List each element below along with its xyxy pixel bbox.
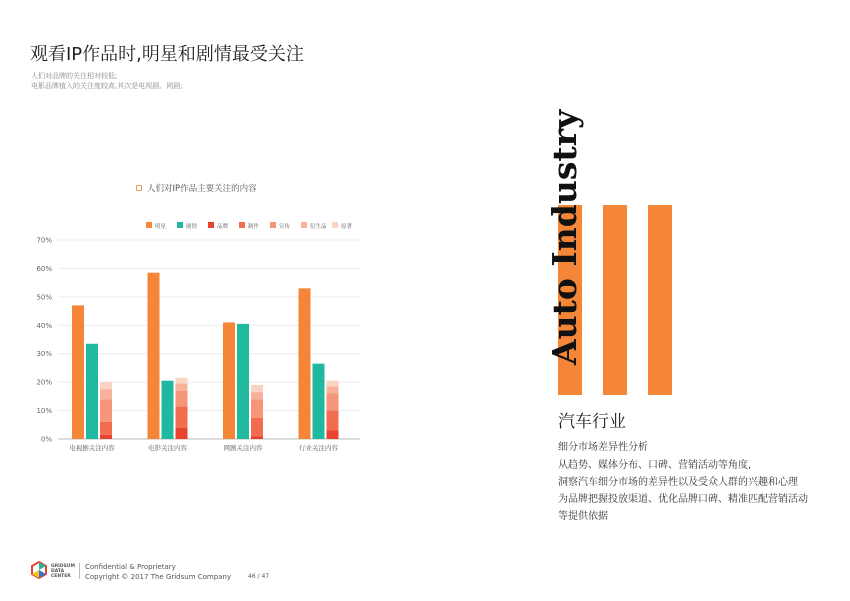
vertical-title-text: Auto Industry <box>545 109 584 365</box>
subtitle-line-1: 人们对品牌的关注相对较低; <box>31 72 118 80</box>
stacked-bar-原著 <box>100 382 112 389</box>
legend-label: 制作 <box>248 224 260 230</box>
stacked-bar-原著 <box>251 385 263 392</box>
x-tick-label: 电视剧关注内容 <box>69 444 115 452</box>
legend-label: 剧情 <box>186 224 198 230</box>
stacked-bar-衍生品 <box>100 389 112 399</box>
stacked-bar-宣传 <box>100 399 112 422</box>
stacked-bar-制作 <box>176 406 188 427</box>
footer-brand-line-2: DATA <box>51 569 65 574</box>
bar-剧情 <box>162 381 174 439</box>
legend-label: 宣传 <box>279 224 291 230</box>
bar-明星 <box>148 273 160 439</box>
decorative-bar-2 <box>603 205 627 395</box>
x-tick-label: 电影关注内容 <box>148 444 187 452</box>
y-tick-label: 50% <box>36 293 52 302</box>
industry-label: 汽车行业 <box>558 412 626 432</box>
description-line-4: 为品牌把握投放渠道、优化品牌口碑、精准匹配营销活动 <box>558 494 808 505</box>
bar-明星 <box>72 305 84 439</box>
legend-swatch <box>239 222 245 228</box>
bar-明星 <box>299 288 311 439</box>
stacked-bar-品牌 <box>251 436 263 439</box>
legend-swatch <box>208 222 214 228</box>
footer-confidential: Confidential & Proprietary <box>85 563 176 571</box>
legend-swatch <box>332 222 338 228</box>
stacked-bar-宣传 <box>327 394 339 411</box>
legend-label: 品牌 <box>217 224 229 230</box>
legend-label: 衍生品 <box>310 224 327 230</box>
legend-swatch <box>177 222 183 228</box>
description-line-5: 等提供依据 <box>558 511 608 522</box>
description-line-3: 洞察汽车细分市场的差异性以及受众人群的兴趣和心理 <box>558 477 798 488</box>
page-number: 46 / 47 <box>248 573 270 580</box>
x-tick-label: 网剧关注内容 <box>223 444 263 452</box>
stacked-bar-衍生品 <box>327 386 339 393</box>
legend-swatch <box>270 222 276 228</box>
stacked-bar-宣传 <box>251 399 263 417</box>
y-tick-label: 10% <box>36 407 52 416</box>
bar-剧情 <box>237 324 249 439</box>
y-tick-label: 0% <box>40 435 52 444</box>
page-title: 观看IP作品时,明星和剧情最受关注 <box>30 44 304 65</box>
stacked-bar-制作 <box>251 418 263 436</box>
stacked-bar-品牌 <box>176 428 188 439</box>
y-tick-label: 20% <box>36 378 52 387</box>
legend-label: 明星 <box>155 224 167 230</box>
footer-divider <box>79 563 80 579</box>
footer-copyright: Copyright © 2017 The Gridsum Company <box>85 573 232 581</box>
legend-swatch <box>146 222 152 228</box>
legend-label: 原著 <box>341 224 353 230</box>
stacked-bar-品牌 <box>100 435 112 439</box>
bar-剧情 <box>313 364 325 439</box>
y-tick-label: 40% <box>36 321 52 330</box>
y-tick-label: 70% <box>36 236 52 245</box>
y-tick-label: 30% <box>36 350 52 359</box>
x-tick-label: 行业关注内容 <box>299 444 338 452</box>
bar-剧情 <box>86 344 98 439</box>
gridsum-logo-icon <box>30 561 48 579</box>
footer-brand-line-3: CENTER <box>51 574 71 579</box>
chart-heading-text: 人们对IP作品主要关注的内容 <box>147 184 257 194</box>
stacked-bar-原著 <box>327 381 339 387</box>
stacked-bar-品牌 <box>327 430 339 439</box>
description-line-2: 从趋势、媒体分布、口碑、营销活动等角度, <box>558 460 752 471</box>
y-tick-label: 60% <box>36 264 52 273</box>
decorative-bar-3 <box>648 205 672 395</box>
subtitle-line-2: 电影品牌植入的关注度较高,其次是电视剧、网剧; <box>31 82 183 90</box>
stacked-bar-制作 <box>100 422 112 435</box>
stacked-bar-原著 <box>176 378 188 384</box>
stacked-bar-衍生品 <box>176 384 188 391</box>
footer-brand-line-1: GRIDSUM <box>51 564 75 569</box>
stacked-bar-衍生品 <box>251 392 263 399</box>
bar-明星 <box>223 322 235 439</box>
description-line-1: 细分市场差异性分析 <box>558 442 648 453</box>
stacked-bar-制作 <box>327 411 339 431</box>
legend-swatch <box>301 222 307 228</box>
stacked-bar-宣传 <box>176 391 188 407</box>
